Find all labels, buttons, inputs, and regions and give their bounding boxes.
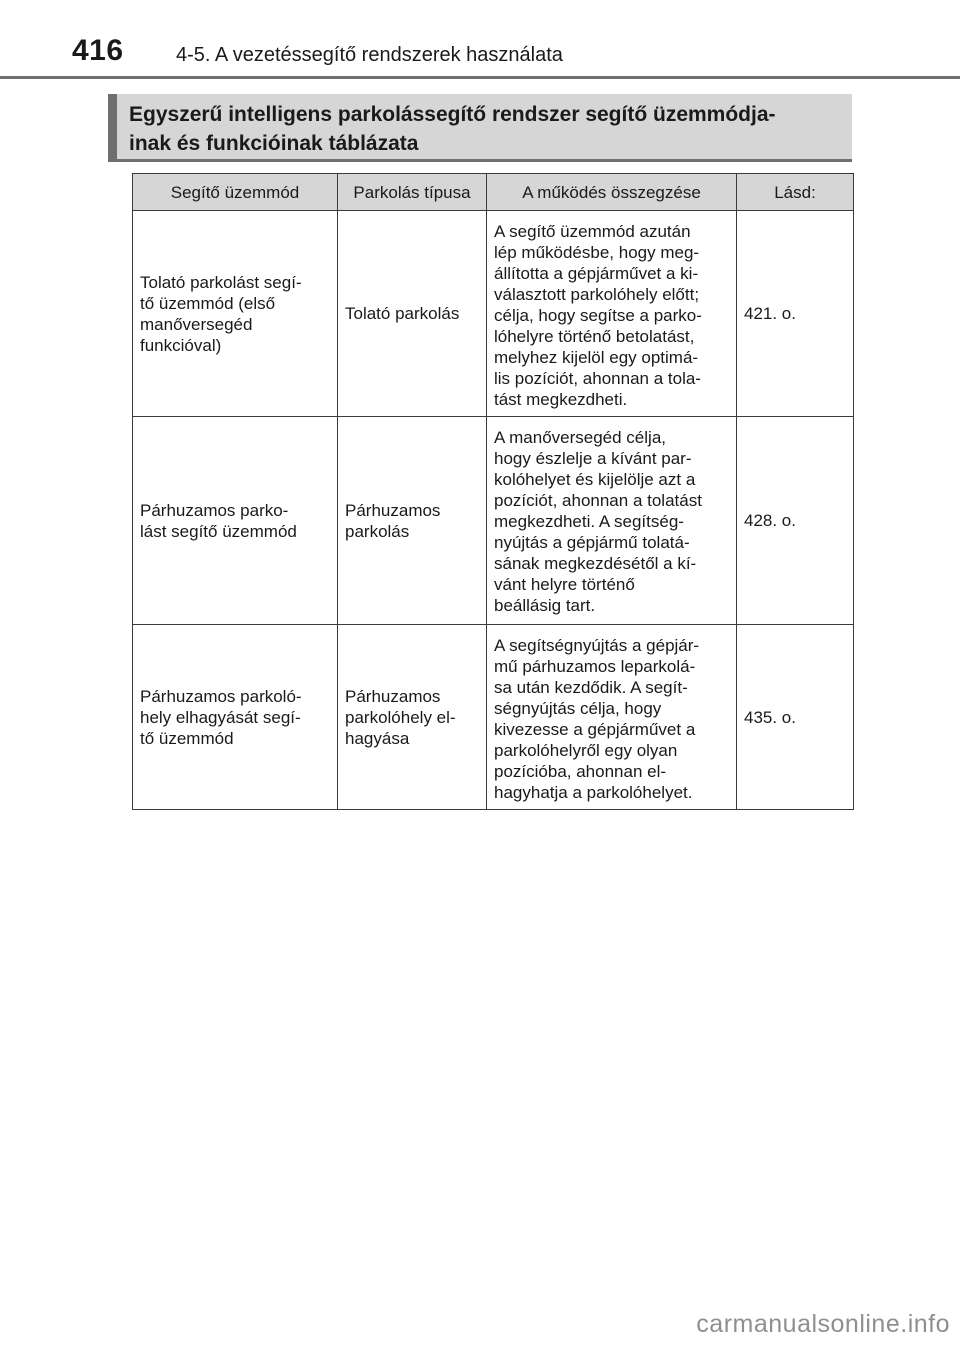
assist-modes-table [132,173,854,810]
cell-parking-type: Tolató parkolás [338,211,487,417]
cell-summary: A manőversegéd célja, hogy észlelje a kívánt par- kolóhelyet és kijelölje azt a pozíciót, ahonnan a tolatást megkezdheti. A segítség- nyújtás a gépjármű tolatá- sának megkezdésétől a kí- vánt helyre történő beállásig tart. [487,417,737,625]
header-divider [0,76,960,79]
cell-see-page: 428. o. [737,417,854,625]
section-title-box [108,94,852,162]
cell-summary: A segítségnyújtás a gépjár- mű párhuzamos leparkolá- sa után kezdődik. A segít- ségnyújtás célja, hogy kivezesse a gépjárművet a parkolóhelyről egy olyan pozícióba, ahonnan el- hagyhatja a parkolóhelyet. [487,625,737,810]
cell-see-page: 421. o. [737,211,854,417]
watermark-text: carmanualsonline.info [696,1310,950,1338]
column-header-see: Lásd: [737,174,854,211]
section-title: Egyszerű intelligens parkolássegítő rendszer segítő üzemmódja- inak és funkcióinak táblázata [129,103,776,155]
table-row [133,211,854,417]
cell-parking-type: Párhuzamos parkolás [338,417,487,625]
column-header-summary: A működés összegzése [487,174,737,211]
cell-see-page: 435. o. [737,625,854,810]
column-header-mode: Segítő üzemmód [133,174,338,211]
page-header [0,0,960,78]
table-row [133,417,854,625]
cell-mode: Párhuzamos parko- lást segítő üzemmód [133,417,338,625]
page-number: 416 [72,34,124,67]
cell-summary: A segítő üzemmód azután lép működésbe, hogy meg- állította a gépjárművet a ki- választott parkolóhely előtt; célja, hogy segítse a parko- lóhelyre történő betolatást, melyhez kijelöl egy optimá- lis pozíciót, ahonnan a tola- tást megkezdheti. [487,211,737,417]
chapter-title: 4-5. A vezetéssegítő rendszerek használata [176,44,563,66]
cell-mode: Párhuzamos parkoló- hely elhagyását segí- tő üzemmód [133,625,338,810]
table-row [133,625,854,810]
cell-parking-type: Párhuzamos parkolóhely el- hagyása [338,625,487,810]
cell-mode: Tolató parkolást segí- tő üzemmód (első manőversegéd funkcióval) [133,211,338,417]
column-header-parking-type: Parkolás típusa [338,174,487,211]
table-header-row [133,174,854,211]
